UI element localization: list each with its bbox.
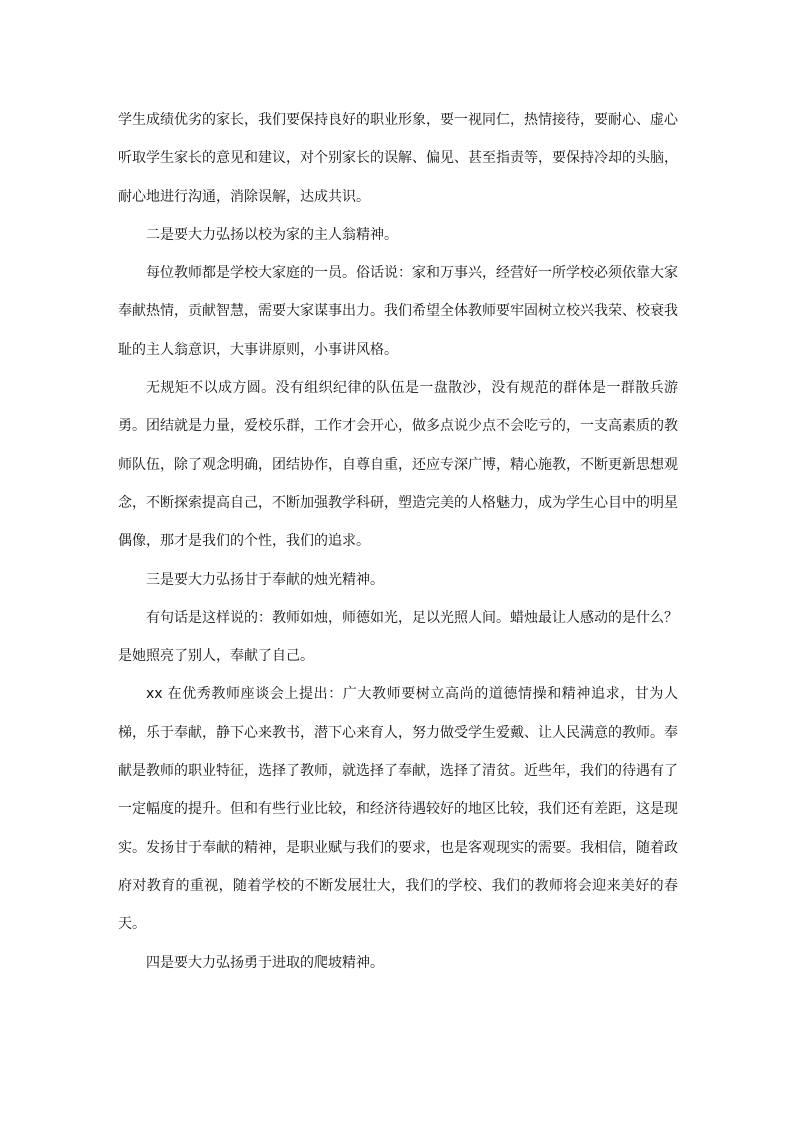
paragraph-school-family: 每位教师都是学校大家庭的一员。俗话说：家和万事兴，经营好一所学校必须依靠大家奉献热情，贡献智慧，需要大家谋事出力。我们希望全体教师要牢固树立校兴我荣、校衰我耻的主人翁意识，大事讲原则，小事讲风格。 (118, 265, 678, 358)
paragraph-rules-and-discipline: 无规矩不以成方圆。没有组织纪律的队伍是一盘散沙，没有规范的群体是一群散兵游勇。团结就是力量，爱校乐群，工作才会开心，做多点说少点不会吃亏的，一支高素质的教师队伍，除了观念明确，团结协作，自尊自重，还应专深广博，精心施教，不断更新思想观念，不断探索提高自己，不断加强教学科研，塑造完美的人格魅力，成为学生心目中的明星偶像，那才是我们的个性，我们的追求。 (118, 380, 678, 550)
heading-school-as-home-spirit: 二是要大力弘扬以校为家的主人翁精神。 (146, 226, 398, 243)
paragraph-teacher-as-candle: 有句话是这样说的：教师如烛，师德如光，足以光照人间。蜡烛最让人感动的是什么？是她照亮了别人，奉献了自己。 (118, 609, 678, 665)
document-body (118, 101, 678, 982)
heading-climbing-spirit: 四是要大力弘扬勇于进取的爬坡精神。 (146, 954, 384, 971)
heading-candle-spirit: 三是要大力弘扬甘于奉献的烛光精神。 (146, 571, 384, 588)
paragraph-dedication: xx 在优秀教师座谈会上提出：广大教师要树立高尚的道德情操和精神追求，甘为人梯，乐于奉献，静下心来教书，潜下心来育人，努力做受学生爱戴、让人民满意的教师。奉献是教师的职业特征，选择了教师，就选择了奉献，选择了清贫。近些年，我们的待遇有了一定幅度的提升。但和有些行业比较，和经济待遇较好的地区比较，我们还有差距，这是现实。发扬甘于奉献的精神，是职业赋与我们的要求，也是客观现实的需要。我相信，随着政府对教育的重视，随着学校的不断发展壮大，我们的学校、我们的教师将会迎来美好的春天。 (118, 686, 678, 933)
paragraph-parent-communication: 学生成绩优劣的家长，我们要保持良好的职业形象，要一视同仁，热情接待，要耐心、虚心听取学生家长的意见和建议，对个别家长的误解、偏见、甚至指责等，要保持冷却的头脑，耐心地进行沟通，消除误解，达成共识。 (118, 112, 678, 205)
